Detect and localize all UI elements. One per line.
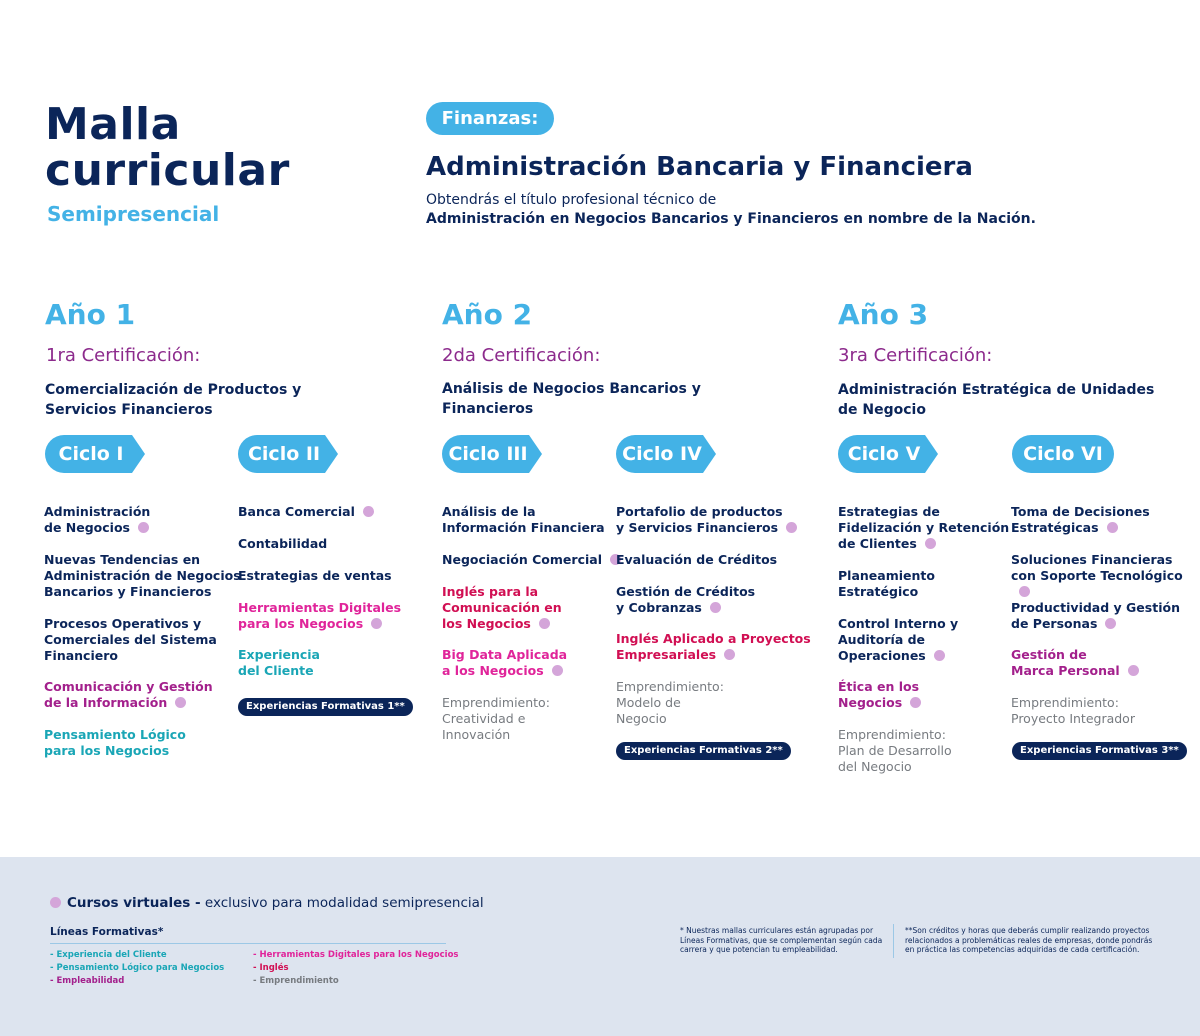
course-item: Gestión de Créditos y Cobranzas xyxy=(616,584,756,615)
line-item: - Emprendimiento xyxy=(253,976,339,986)
course-item: Estrategias de ventas xyxy=(238,568,392,583)
experience-badge-2: Experiencias Formativas 2** xyxy=(616,742,791,760)
footnote-divider xyxy=(893,924,894,958)
cycle-2-badge xyxy=(238,435,338,473)
cycle-3-badge xyxy=(442,435,542,473)
course-item: Experiencia del Cliente xyxy=(238,647,320,678)
degree-name: Administración en Negocios Bancarios y Financieros en nombre de la Nación. xyxy=(426,211,1036,227)
course-item: Emprendimiento: Creatividad e Innovación xyxy=(442,695,550,742)
course-item: Administración de Negocios xyxy=(44,504,151,535)
virtual-dot-icon xyxy=(539,618,550,629)
year-2-heading: Año 2 xyxy=(442,298,533,331)
footnote-experiences: **Son créditos y horas que deberás cumplir realizando proyectos relacionados a problemáticas reales de empresas, donde pondrás en práctica las competencias adquiridas de cada certificación. xyxy=(905,926,1153,954)
virtual-dot-icon xyxy=(925,538,936,549)
year-3-heading: Año 3 xyxy=(838,298,929,331)
course-item: Comunicación y Gestión de la Información xyxy=(44,679,213,710)
cycle-6-label: Ciclo VI xyxy=(1023,443,1103,465)
course-item: Negociación Comercial xyxy=(442,552,621,568)
virtual-dot-icon xyxy=(724,649,735,660)
year-2-certification: 2da Certificación: xyxy=(442,345,601,366)
course-item: Procesos Operativos y Comerciales del Sistema Financiero xyxy=(44,616,217,663)
year-1-certification: 1ra Certificación: xyxy=(46,345,201,366)
year-1-certification-name: Comercialización de Productos y Servicios Financieros xyxy=(45,382,302,418)
virtual-courses-legend xyxy=(50,895,484,911)
line-item: - Experiencia del Cliente xyxy=(50,950,167,960)
course-item: Inglés para la Comunicación en los Negocios xyxy=(442,584,562,631)
year-2-certification-name: Análisis de Negocios Bancarios y Financieros xyxy=(442,381,701,417)
virtual-dot-icon xyxy=(175,697,186,708)
virtual-dot-icon xyxy=(371,618,382,629)
year-3-certification-name: Administración Estratégica de Unidades de Negocio xyxy=(838,382,1155,418)
career-title: Administración Bancaria y Financiera xyxy=(426,152,973,182)
cycle-4-badge xyxy=(616,435,716,473)
area-pill: Finanzas: xyxy=(426,102,554,135)
course-item: Gestión de Marca Personal xyxy=(1011,647,1139,679)
course-item: Evaluación de Créditos xyxy=(616,552,778,567)
course-item: Big Data Aplicada a los Negocios xyxy=(442,647,568,678)
course-item: Pensamiento Lógico para los Negocios xyxy=(44,727,186,758)
course-item: Emprendimiento: Modelo de Negocio xyxy=(616,679,724,726)
course-item: Emprendimiento: Plan de Desarrollo del Negocio xyxy=(838,727,952,774)
experience-badge-3: Experiencias Formativas 3** xyxy=(1012,742,1187,760)
experience-badge-1: Experiencias Formativas 1** xyxy=(238,698,413,716)
virtual-dot-icon xyxy=(1105,618,1116,629)
virtual-dot-icon xyxy=(363,506,374,517)
virtual-dot-icon xyxy=(786,522,797,533)
cycle-3-label: Ciclo III xyxy=(448,443,528,465)
cycle-1-label: Ciclo I xyxy=(58,443,124,465)
virtual-dot-icon xyxy=(1107,522,1118,533)
course-item: Nuevas Tendencias en Administración de Negocios Bancarios y Financieros xyxy=(44,552,241,599)
cycle-2-label: Ciclo II xyxy=(247,443,321,465)
virtual-dot-icon xyxy=(910,697,921,708)
course-item: Banca Comercial xyxy=(238,504,374,520)
cycle-5-label: Ciclo V xyxy=(847,443,921,465)
virtual-dot-icon xyxy=(710,602,721,613)
course-item: Control Interno y Auditoría de Operaciones xyxy=(838,616,959,663)
degree-intro: Obtendrás el título profesional técnico de xyxy=(426,192,717,208)
virtual-legend-bold: Cursos virtuales - xyxy=(67,895,201,911)
year-3-certification: 3ra Certificación: xyxy=(838,345,993,366)
cycle-5-badge xyxy=(838,435,938,473)
modality-label: Semipresencial xyxy=(47,202,220,226)
page-title-line1: Malla xyxy=(45,99,181,150)
course-item: Soluciones Financieras con Soporte Tecnológico xyxy=(1011,552,1200,600)
line-item: - Empleabilidad xyxy=(50,976,125,986)
cycle-4-label: Ciclo IV xyxy=(622,443,702,465)
virtual-dot-icon xyxy=(934,650,945,661)
course-item: Productividad y Gestión de Personas xyxy=(1011,600,1180,631)
course-item: Toma de Decisiones Estratégicas xyxy=(1011,504,1150,535)
year-1-heading: Año 1 xyxy=(45,298,136,331)
virtual-dot-icon xyxy=(138,522,149,533)
course-item: Portafolio de productos y Servicios Financieros xyxy=(616,504,797,536)
page-title xyxy=(45,99,290,196)
course-item: Análisis de la Información Financiera xyxy=(442,504,605,535)
line-item: - Pensamiento Lógico para Negocios xyxy=(50,963,225,973)
virtual-dot-icon xyxy=(50,897,61,908)
course-item: Contabilidad xyxy=(238,536,328,551)
lines-title: Líneas Formativas* xyxy=(50,926,164,938)
course-item: Herramientas Digitales para los Negocios xyxy=(238,600,402,631)
virtual-dot-icon xyxy=(1128,665,1139,676)
course-item: Planeamiento Estratégico xyxy=(838,568,935,599)
cycle-6-badge xyxy=(1012,435,1116,473)
page-title-line2: curricular xyxy=(45,145,290,196)
line-item: - Herramientas Digitales para los Negocios xyxy=(253,950,459,960)
virtual-legend-text: exclusivo para modalidad semipresencial xyxy=(200,895,484,911)
course-item: Ética en los Negocios xyxy=(838,679,921,711)
virtual-dot-icon xyxy=(552,665,563,676)
course-item: Estrategias de Fidelización y Retención de Clientes xyxy=(838,504,1010,551)
course-item: Inglés Aplicado a Proyectos Empresariales xyxy=(616,631,811,662)
line-item: - Inglés xyxy=(253,963,289,973)
lines-divider xyxy=(50,943,446,944)
cycle-1-badge xyxy=(45,435,145,473)
footnote-lines: * Nuestras mallas curriculares están agrupadas por Líneas Formativas, que se complementan según cada carrera y que potencian tu empleabilidad. xyxy=(680,926,883,954)
virtual-dot-icon xyxy=(1019,586,1030,597)
course-item: Emprendimiento: Proyecto Integrador xyxy=(1011,695,1135,726)
